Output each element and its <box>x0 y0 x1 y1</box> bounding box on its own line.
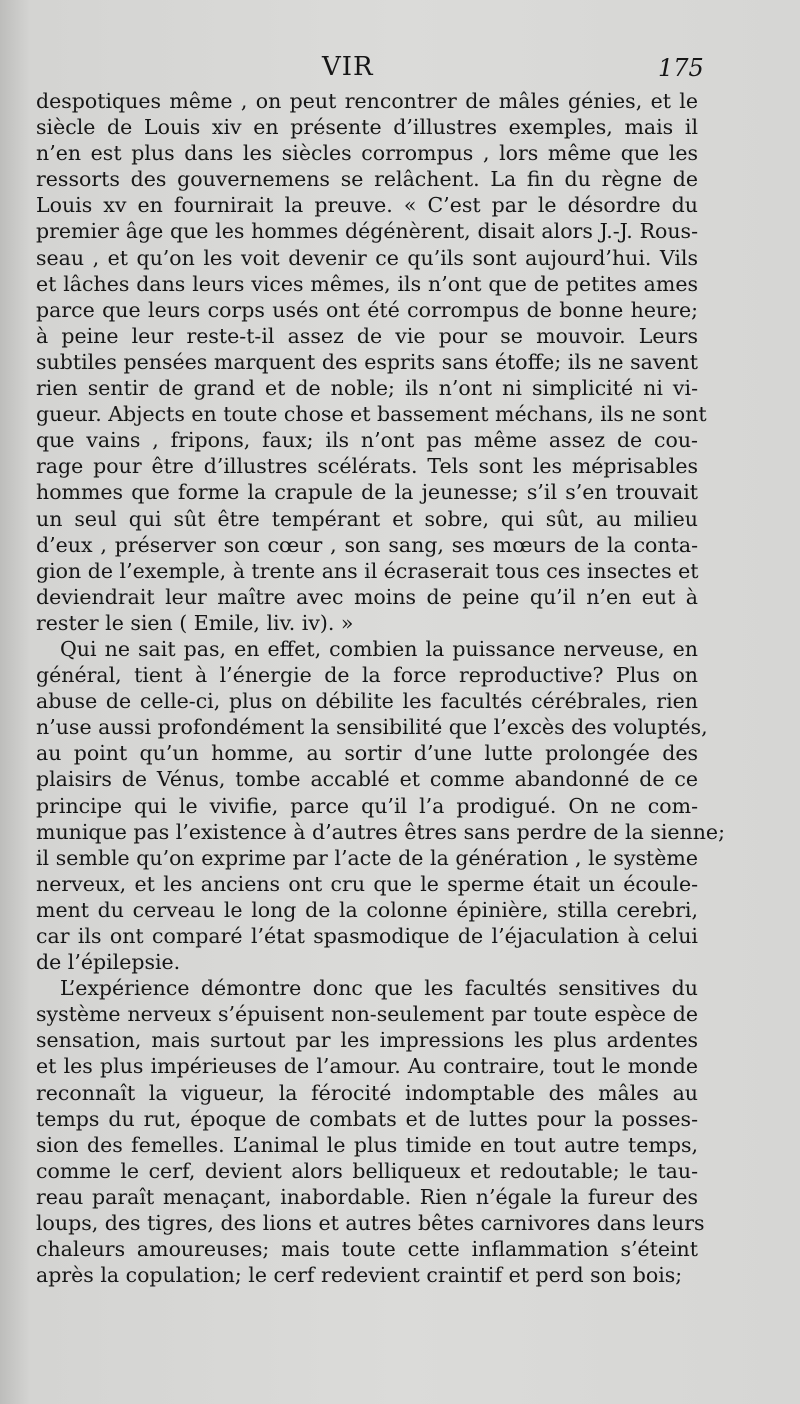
text-line: que vains , fripons, faux; ils n’ont pas même assez de cou- <box>36 428 698 453</box>
text-line: deviendrait leur maître avec moins de peine qu’il n’en eut à <box>36 584 698 609</box>
text-line: rage pour être d’illustres scélérats. Tels sont les méprisables <box>36 454 698 479</box>
page-number: 175 <box>658 54 704 82</box>
text-line: ressorts des gouvernemens se relâchent. La fin du règne de <box>36 167 698 192</box>
text-line: reconnaît la vigueur, la férocité indomptable des mâles au <box>36 1080 698 1105</box>
text-line: loups, des tigres, des lions et autres bêtes carnivores dans leurs <box>36 1211 705 1236</box>
text-line: subtiles pensées marquent des esprits sans étoffe; ils ne savent <box>36 349 698 374</box>
text-line: chaleurs amoureuses; mais toute cette inflammation s’éteint <box>36 1237 698 1262</box>
text-line: gueur. Abjects en toute chose et bassement méchans, ils ne sont <box>36 402 707 427</box>
paragraph <box>36 636 725 975</box>
text-line: il semble qu’on exprime par l’acte de la génération , le système <box>36 845 698 870</box>
text-line: rester le sien ( Emile, liv. iv). » <box>36 610 354 635</box>
text-line: parce que leurs corps usés ont été corrompus de bonne heure; <box>36 297 698 322</box>
text-line: sion des femelles. L’animal le plus timide en tout autre temps, <box>36 1132 698 1157</box>
text-line: seau , et qu’on les voit devenir ce qu’ils sont aujourd’hui. Vils <box>36 245 698 270</box>
text-line: ment du cerveau le long de la colonne épinière, stilla cerebri, <box>36 897 698 922</box>
text-line: siècle de Louis xiv en présente d’illustres exemples, mais il <box>36 115 698 140</box>
text-line: L’expérience démontre donc que les facultés sensitives du <box>60 976 698 1001</box>
text-line: principe qui le vivifie, parce qu’il l’a prodigué. On ne com- <box>36 793 698 818</box>
text-line: gion de l’exemple, à trente ans il écraserait tous ces insectes et <box>36 558 699 583</box>
text-line: et les plus impérieuses de l’amour. Au contraire, tout le monde <box>36 1054 698 1079</box>
running-title: VIR <box>322 52 374 82</box>
text-line: sensation, mais surtout par les impressions les plus ardentes <box>36 1028 698 1053</box>
paragraph <box>36 88 707 636</box>
text-line: plaisirs de Vénus, tombe accablé et comme abandonné de ce <box>36 767 698 792</box>
text-line: munique pas l’existence à d’autres êtres sans perdre de la sienne; <box>36 819 725 844</box>
text-line: général, tient à l’énergie de la force reproductive? Plus on <box>36 663 698 688</box>
text-line: abuse de celle-ci, plus on débilite les facultés cérébrales, rien <box>36 689 698 714</box>
body-text <box>36 88 725 1288</box>
text-line: comme le cerf, devient alors belliqueux et redoutable; le tau- <box>36 1158 698 1183</box>
text-line: et lâches dans leurs vices mêmes, ils n’ont que de petites ames <box>36 271 698 296</box>
text-line: après la copulation; le cerf redevient craintif et perd son bois; <box>36 1263 683 1288</box>
text-line: rien sentir de grand et de noble; ils n’ont ni simplicité ni vi- <box>36 376 698 401</box>
text-line: hommes que forme la crapule de la jeunesse; s’il s’en trouvait <box>36 480 698 505</box>
paragraph <box>36 975 705 1288</box>
text-line: au point qu’un homme, au sortir d’une lutte prolongée des <box>36 741 698 766</box>
text-line: car ils ont comparé l’état spasmodique de l’éjaculation à celui <box>36 924 698 948</box>
text-line: despotiques même , on peut rencontrer de mâles génies, et le <box>36 89 698 113</box>
text-line: Louis xv en fournirait la preuve. « C’est par le désordre du <box>36 193 698 218</box>
text-line: un seul qui sût être tempérant et sobre, qui sût, au milieu <box>36 506 698 531</box>
text-line: n’use aussi profondément la sensibilité que l’excès des voluptés, <box>36 715 708 740</box>
text-line: Qui ne sait pas, en effet, combien la puissance nerveuse, en <box>60 636 698 661</box>
text-line: de l’épilepsie. <box>36 950 181 975</box>
text-line: reau paraît menaçant, inabordable. Rien n’égale la fureur des <box>36 1184 698 1209</box>
text-line: n’en est plus dans les siècles corrompus , lors même que les <box>36 141 698 166</box>
page-header <box>0 50 800 90</box>
text-line: système nerveux s’épuisent non-seulement par toute espèce de <box>36 1002 698 1027</box>
text-line: temps du rut, époque de combats et de luttes pour la posses- <box>36 1106 698 1131</box>
text-line: d’eux , préserver son cœur , son sang, ses mœurs de la conta- <box>36 532 698 557</box>
text-line: à peine leur reste-t-il assez de vie pour se mouvoir. Leurs <box>36 323 698 348</box>
text-line: nerveux, et les anciens ont cru que le sperme était un écoule- <box>36 871 698 896</box>
text-line: premier âge que les hommes dégénèrent, disait alors J.-J. Rous- <box>36 219 698 244</box>
